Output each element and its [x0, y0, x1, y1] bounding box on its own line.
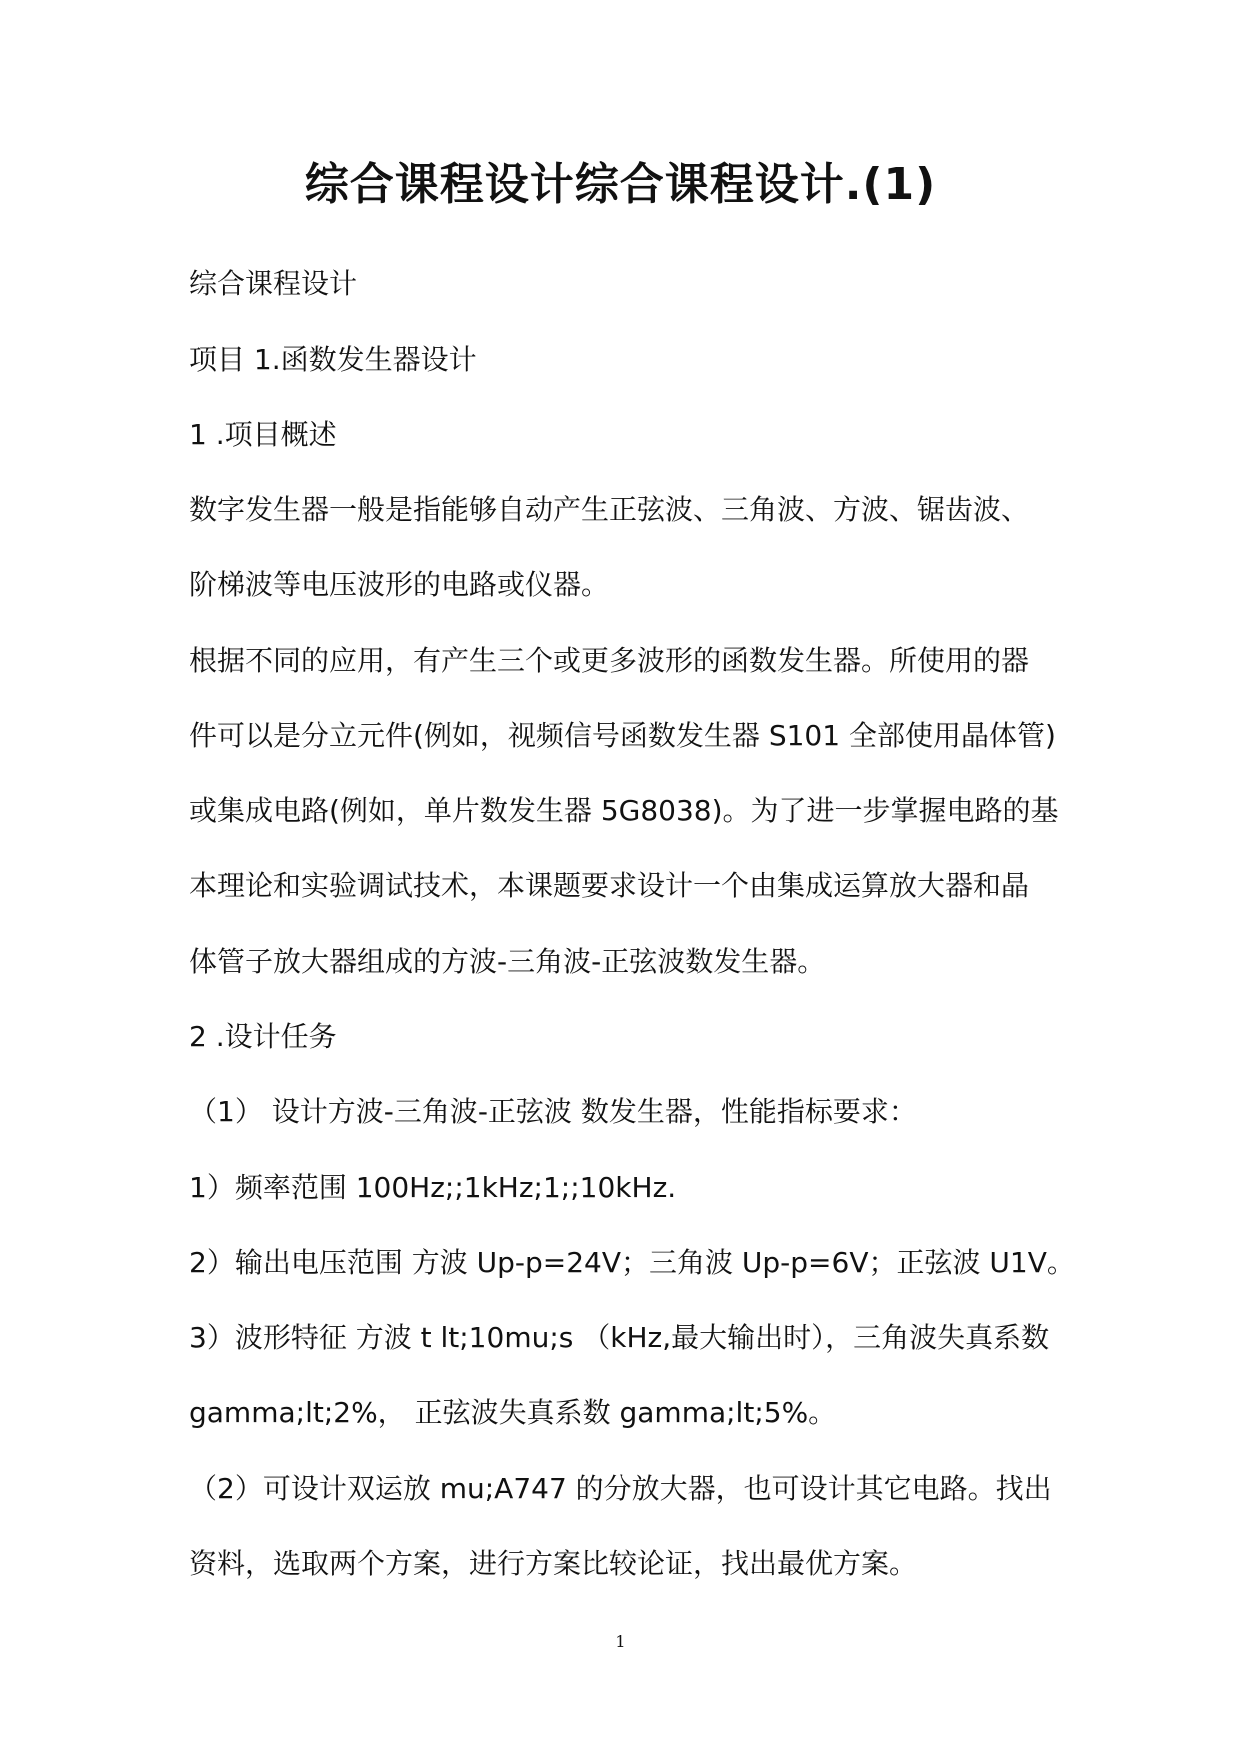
text-line: 阶梯波等电压波形的电路或仪器。 [189, 568, 610, 601]
text-line: 综合课程设计 [189, 267, 358, 300]
text-line: 根据不同的应用，有产生三个或更多波形的函数发生器。所使用的器 [189, 644, 1030, 677]
text-line: （2）可设计双运放 mu;A747 的分放大器，也可设计其它电路。找出 [189, 1472, 1052, 1505]
text-line: 1）频率范围 100Hz;;1kHz;1;;10kHz. [189, 1171, 677, 1204]
page-number: 1 [615, 1632, 626, 1651]
text-line: 1 .项目概述 [189, 418, 337, 451]
text-line: 数字发生器一般是指能够自动产生正弦波、三角波、方波、锯齿波、 [189, 493, 1030, 526]
text-line: 体管子放大器组成的方波-三角波-正弦波数发生器。 [189, 945, 826, 978]
text-line: gamma;lt;2%， 正弦波失真系数 gamma;lt;5%。 [189, 1396, 837, 1429]
text-line: 本理论和实验调试技术，本课题要求设计一个由集成运算放大器和晶 [189, 869, 1030, 902]
text-line: 资料，选取两个方案，进行方案比较论证，找出最优方案。 [189, 1547, 918, 1580]
text-line: （1） 设计方波-三角波-正弦波 数发生器，性能指标要求： [189, 1095, 917, 1128]
text-line: 或集成电路(例如，单片数发生器 5G8038)。为了进一步掌握电路的基 [189, 794, 1059, 827]
text-line: 项目 1.函数发生器设计 [189, 343, 477, 376]
document-title: 综合课程设计综合课程设计.(1) [304, 159, 937, 210]
text-line: 2）输出电压范围 方波 Up-p=24V；三角波 Up-p=6V；正弦波 U1V。 [189, 1246, 1075, 1279]
text-line: 2 .设计任务 [189, 1020, 337, 1053]
text-line: 3）波形特征 方波 t lt;10mu;s （kHz,最大输出时），三角波失真系数 [189, 1321, 1050, 1354]
text-line: 件可以是分立元件(例如，视频信号函数发生器 S101 全部使用晶体管) [189, 719, 1056, 752]
